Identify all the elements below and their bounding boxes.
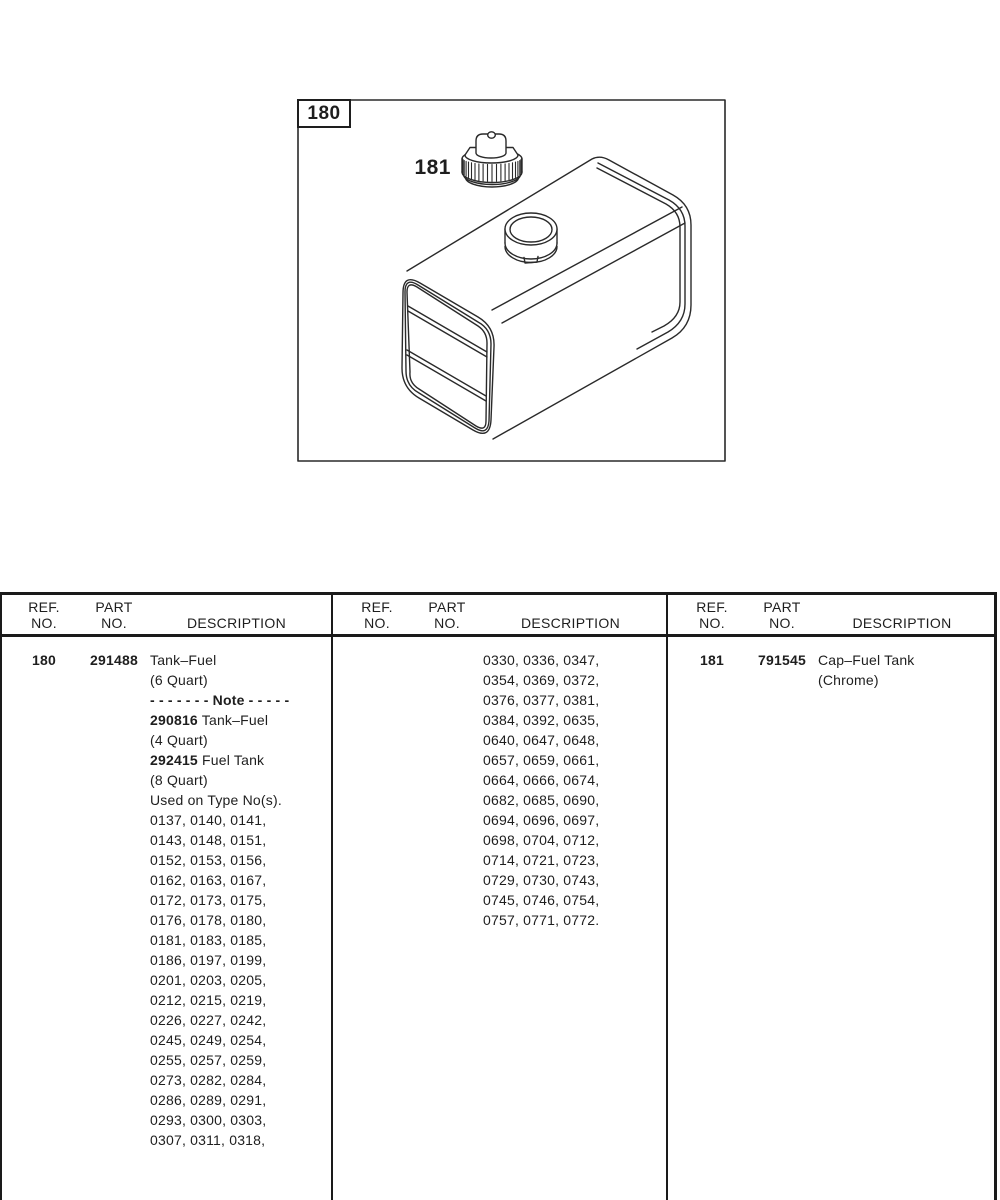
description-line: 0181, 0183, 0185,: [150, 932, 267, 948]
ref-no-value: 181: [700, 652, 724, 668]
description-line: 0657, 0659, 0661,: [483, 752, 600, 768]
description-line: 0293, 0300, 0303,: [150, 1112, 267, 1128]
description-line: 0354, 0369, 0372,: [483, 672, 600, 688]
description-line: 0176, 0178, 0180,: [150, 912, 267, 928]
description-line: 0152, 0153, 0156,: [150, 852, 267, 868]
column-header-ref-line: NO.: [699, 615, 725, 631]
figure-box: [297, 99, 726, 462]
cap-vent-hole: [488, 132, 496, 138]
description-line: 0307, 0311, 0318,: [150, 1132, 266, 1148]
tank-body: [407, 157, 691, 439]
column-header-ref-line: REF.: [696, 599, 728, 615]
column-header-description: DESCRIPTION: [852, 615, 952, 631]
column-header-part-line: NO.: [434, 615, 460, 631]
description-line: [150, 690, 329, 710]
parts-panel-3: [668, 592, 994, 1200]
description-line: 0694, 0696, 0697,: [483, 812, 600, 828]
description-block: [150, 650, 329, 1150]
description-bold-segment: 292415: [150, 752, 198, 768]
description-line: 0273, 0282, 0284,: [150, 1072, 267, 1088]
neck-rim-outer: [505, 213, 557, 245]
column-header-part: [78, 599, 150, 631]
figure-number-label: 180: [297, 99, 351, 128]
description-line: [150, 750, 329, 770]
description-line: 0172, 0173, 0175,: [150, 892, 267, 908]
column-header-part: [746, 599, 818, 631]
description-line: 0201, 0203, 0205,: [150, 972, 267, 988]
column-header-ref: [8, 599, 80, 631]
description-line: 0212, 0215, 0219,: [150, 992, 267, 1008]
description-line: 0330, 0336, 0347,: [483, 652, 600, 668]
column-header-ref-line: REF.: [361, 599, 393, 615]
description-line: Used on Type No(s).: [150, 792, 282, 808]
column-header-ref: [341, 599, 413, 631]
cap-callout-label: 181: [414, 156, 451, 179]
description-segment: Fuel Tank: [197, 752, 265, 768]
description-line: [150, 710, 329, 730]
parts-panel-1: [0, 592, 331, 1200]
description-line: 0664, 0666, 0674,: [483, 772, 600, 788]
description-line: 0245, 0249, 0254,: [150, 1032, 267, 1048]
description-block: [483, 650, 664, 930]
column-header-description: DESCRIPTION: [187, 615, 286, 631]
part-no-value: 291488: [90, 652, 138, 668]
column-header-part-line: NO.: [101, 615, 127, 631]
filler-neck: [505, 213, 557, 263]
description-line: 0137, 0140, 0141,: [150, 812, 267, 828]
column-header-ref-line: NO.: [364, 615, 390, 631]
description-bold-segment: - - - - - - - Note - - - - -: [150, 692, 290, 708]
description-line: 0757, 0771, 0772.: [483, 912, 600, 928]
description-line: 0162, 0163, 0167,: [150, 872, 267, 888]
column-header-ref-line: REF.: [28, 599, 60, 615]
description-line: 0714, 0721, 0723,: [483, 852, 600, 868]
parts-table: [0, 592, 997, 1200]
description-line: (Chrome): [818, 672, 879, 688]
fuel-cap: [462, 132, 522, 187]
description-line: (4 Quart): [150, 732, 208, 748]
fuel-tank-diagram: [297, 99, 726, 462]
description-line: 0729, 0730, 0743,: [483, 872, 600, 888]
description-line: 0384, 0392, 0635,: [483, 712, 600, 728]
description-line: 0376, 0377, 0381,: [483, 692, 600, 708]
column-header-part-line: PART: [763, 599, 801, 615]
column-header-description: DESCRIPTION: [521, 615, 620, 631]
description-line: 0745, 0746, 0754,: [483, 892, 600, 908]
description-line: 0286, 0289, 0291,: [150, 1092, 267, 1108]
description-line: 0682, 0685, 0690,: [483, 792, 600, 808]
description-line: 0698, 0704, 0712,: [483, 832, 600, 848]
column-header-part-line: NO.: [769, 615, 795, 631]
column-header-part-line: PART: [95, 599, 133, 615]
description-line: 0255, 0257, 0259,: [150, 1052, 267, 1068]
description-bold-segment: 290816: [150, 712, 198, 728]
tank-end-frame: [402, 280, 494, 434]
frame-strap-upper: [408, 306, 487, 357]
description-line: Cap–Fuel Tank: [818, 652, 915, 668]
description-block: [818, 650, 992, 690]
description-segment: Tank–Fuel: [197, 712, 269, 728]
column-header-ref: [676, 599, 748, 631]
description-line: 0186, 0197, 0199,: [150, 952, 267, 968]
description-line: 0226, 0227, 0242,: [150, 1012, 267, 1028]
description-line: (8 Quart): [150, 772, 208, 788]
ref-no-value: 180: [32, 652, 56, 668]
description-line: (6 Quart): [150, 672, 208, 688]
description-line: 0640, 0647, 0648,: [483, 732, 600, 748]
description-line: Tank–Fuel: [150, 652, 217, 668]
parts-panel-2: [333, 592, 666, 1200]
description-line: 0143, 0148, 0151,: [150, 832, 267, 848]
column-header-part: [411, 599, 483, 631]
column-header-part-line: PART: [428, 599, 466, 615]
column-header-ref-line: NO.: [31, 615, 57, 631]
part-no-value: 791545: [758, 652, 806, 668]
table-border-right: [994, 592, 997, 1200]
